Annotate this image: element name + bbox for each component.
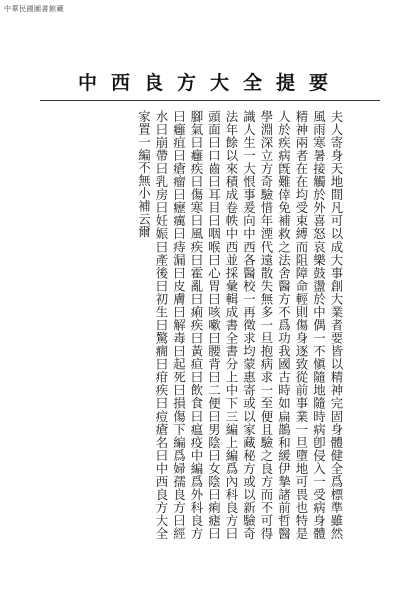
body-paragraph: 夫人寄身天地間凡可以成大事創大業者要皆以精神完固身體健全爲標準雖然風雨寒暑接觸於外喜怒哀樂鼓盪於中偶一不愼隨地隨時病卽侵入一受病身體精神兩者在在均受束縛而阻障命輕則傷身逐致從前事業一旦墮地可畏也特是人於疾病旣難倖免補救之法舍醫方不爲功我國古時如扁鵲和緩伊摯諸前哲醫學淵深立方奇驗惜年湮代遠散失無多一旦抱病求一至便且驗之良方而不可得識人生一大恨事爰向中西各醫校一再徵求均蒙惠寄或以家藏秘方或以新驗奇法年餘以來積成卷帙中西並採彙輯成書全書分上中下三編上編爲內科良方曰頭面曰口齒曰耳目曰咽喉曰心胃曰咳嗽曰腰背曰二便曰男陰曰女陰曰痢瘧曰腳氣曰癰疾曰傷寒曰風疾曰霍亂曰痢疾曰黃疸曰飲食曰瘟疫中編爲外科良方曰癰疽曰瘡瘤曰癧癘曰痔漏曰皮膚曰解毒曰起死曰損傷下編爲婦孺良方曰經水曰崩帶曰乳房曰妊娠曰產後曰初生曰驚癇曰疳疾曰痘瘡名曰中西良方大全家置一編不無小補云爾 bbox=[136, 110, 344, 540]
body-text bbox=[40, 110, 380, 540]
library-stamp: 中華民國圖書館藏 bbox=[4, 5, 64, 13]
title-divider bbox=[40, 100, 380, 101]
page-title: 中西良方大全提要 bbox=[77, 72, 342, 94]
document-page bbox=[40, 62, 380, 562]
